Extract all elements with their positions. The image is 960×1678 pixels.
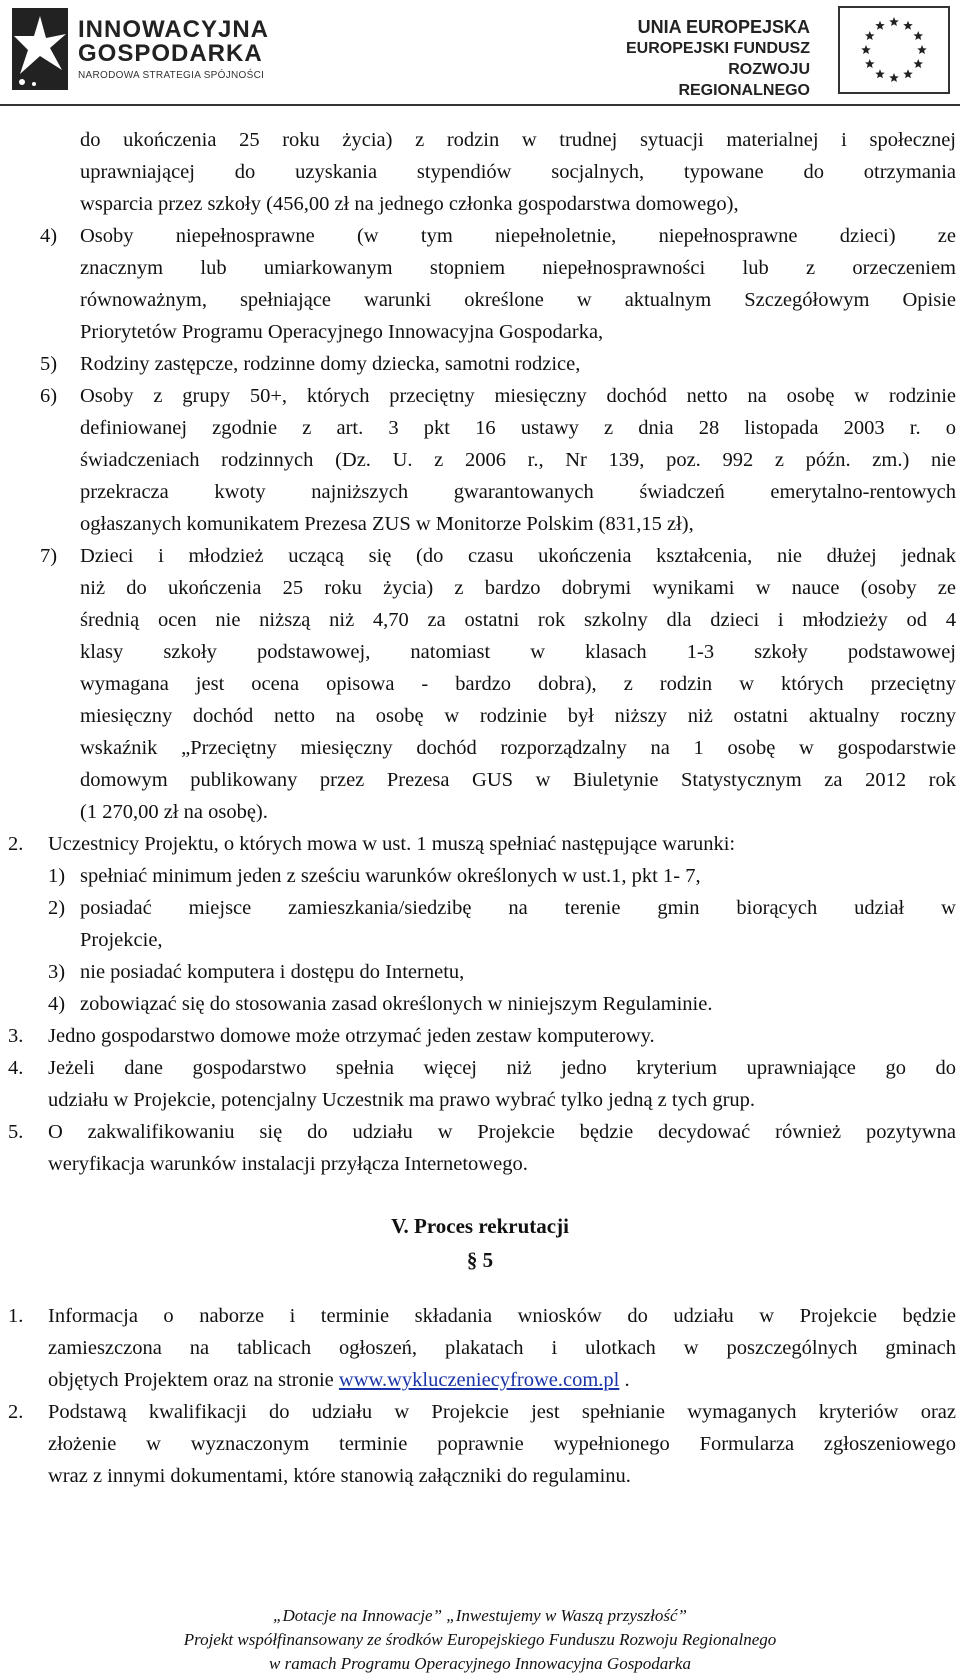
- text-line: O zakwalifikowaniu się do udziału w Projekcie będzie decydować również pozytywna: [48, 1121, 956, 1143]
- eu-star-icon: [865, 59, 875, 68]
- logo-title-line1: INNOWACYJNA: [78, 16, 270, 43]
- text-line: świadczeniach rodzinnych (Dz. U. z 2006 r., Nr 139, poz. 992 z późn. zm.) nie: [80, 449, 956, 471]
- text-line: Osoby niepełnosprawne (w tym niepełnoletnie, niepełnosprawne dzieci) ze: [80, 225, 956, 247]
- text-line: niż do ukończenia 25 roku życia) z bardzo dobrymi wynikami w nauce (osoby ze: [80, 577, 956, 599]
- eu-star-icon: [861, 45, 871, 54]
- section-title: V. Proces rekrutacji: [391, 1214, 569, 1238]
- text-line: klasy szkoły podstawowej, natomiast w klasach 1-3 szkoły podstawowej: [80, 641, 956, 663]
- text-line: wsparcia przez szkoły (456,00 zł na jednego członka gospodarstwa domowego),: [80, 193, 739, 215]
- list-number: 1.: [8, 1305, 24, 1327]
- list-number: 2.: [8, 1401, 24, 1423]
- text-line: Projekcie,: [80, 929, 163, 951]
- text-line: [48, 1364, 630, 1396]
- text-line: Priorytetów Programu Operacyjnego Innowacyjna Gospodarka,: [80, 321, 604, 343]
- text-line: złożenie w wyznaczonym terminie poprawnie wypełnionego Formularza zgłoszeniowego: [48, 1433, 956, 1455]
- text-line: Podstawą kwalifikacji do udziału w Projekcie jest spełnianie wymaganych kryteriów oraz: [48, 1401, 956, 1423]
- text-line: ogłaszanych komunikatem Prezesa ZUS w Monitorze Polskim (831,15 zł),: [80, 513, 694, 535]
- text-line: średnią ocen nie niższą niż 4,70 za ostatni rok szkolny dla dzieci i młodzieży od 4: [80, 609, 956, 631]
- text-line: Dzieci i młodzież uczącą się (do czasu ukończenia kształcenia, nie dłużej jednak: [80, 545, 956, 567]
- text-line: Jedno gospodarstwo domowe może otrzymać jeden zestaw komputerowy.: [48, 1025, 655, 1047]
- eu-star-icon: [875, 21, 885, 30]
- list-number: 1): [48, 865, 66, 887]
- text-line: Uczestnicy Projektu, o których mowa w ust. 1 muszą spełniać następujące warunki:: [48, 833, 736, 855]
- eu-star-icon: [913, 59, 923, 68]
- list-number: 4.: [8, 1057, 24, 1079]
- text-line: posiadać miejsce zamieszkania/siedzibę na terenie gmin biorących udział w: [80, 897, 956, 919]
- text-line: Jeżeli dane gospodarstwo spełnia więcej niż jedno kryterium uprawniające go do: [48, 1057, 956, 1079]
- eu-line2: EUROPEJSKI FUNDUSZ: [625, 40, 810, 57]
- list-number: 3.: [8, 1025, 24, 1047]
- text-line: weryfikacja warunków instalacji przyłącza Internetowego.: [48, 1153, 528, 1175]
- eu-star-icon: [903, 69, 913, 78]
- text-span: objętych Projektem oraz na stronie: [48, 1369, 339, 1391]
- text-line: wymagana jest ocena opisowa - bardzo dobra), z rodzin w których przeciętny: [80, 673, 956, 695]
- logo-subtitle: NARODOWA STRATEGIA SPÓJNOŚCI: [78, 70, 265, 81]
- innowacyjna-gospodarka-logo: [8, 4, 308, 96]
- list-number: 5): [40, 353, 58, 375]
- text-line: spełniać minimum jeden z sześciu warunków określonych w ust.1, pkt 1- 7,: [80, 865, 701, 887]
- text-line: nie posiadać komputera i dostępu do Internetu,: [80, 961, 465, 983]
- eu-star-icon: [917, 45, 927, 54]
- text-line: zobowiązać się do stosowania zasad określonych w niniejszym Regulaminie.: [80, 993, 713, 1015]
- list-number: 5.: [8, 1121, 24, 1143]
- footer-line1: „Dotacje na Innowacje” „Inwestujemy w Waszą przyszłość”: [273, 1606, 687, 1625]
- eu-star-icon: [903, 21, 913, 30]
- list-number: 4): [40, 225, 58, 247]
- list-number: 3): [48, 961, 66, 983]
- page-header: [0, 0, 960, 106]
- list-number: 7): [40, 545, 58, 567]
- text-line: Osoby z grupy 50+, których przeciętny miesięczny dochód netto na osobę w rodzinie: [80, 385, 956, 407]
- text-line: zamieszczona na tablicach ogłoszeń, plakatach i ulotkach w poszczególnych gminach: [48, 1337, 956, 1359]
- innovation-star-logo-icon: [8, 4, 72, 94]
- text-span: .: [619, 1369, 630, 1391]
- text-line: do ukończenia 25 roku życia) z rodzin w trudnej sytuacji materialnej i społecznej: [80, 129, 956, 151]
- text-line: Rodziny zastępcze, rodzinne domy dziecka, samotni rodzice,: [80, 353, 581, 375]
- eu-line3: ROZWOJU REGIONALNEGO: [678, 61, 810, 99]
- footer-line2: Projekt współfinansowany ze środków Europejskiego Funduszu Rozwoju Regionalnego: [183, 1630, 777, 1649]
- text-line: wskaźnik „Przeciętny miesięczny dochód rozporządzalny na 1 osobę w gospodarstwie: [80, 737, 956, 759]
- page-footer: [0, 1604, 960, 1676]
- list-number: 2): [48, 897, 66, 919]
- text-line: znacznym lub umiarkowanym stopniem niepełnosprawności lub z orzeczeniem: [80, 257, 956, 279]
- text-line: miesięczny dochód netto na osobę w rodzinie był niższy niż ostatni aktualny roczny: [80, 705, 956, 727]
- eu-star-icon: [913, 31, 923, 40]
- footer-line3: w ramach Programu Operacyjnego Innowacyjna Gospodarka: [269, 1654, 691, 1673]
- eu-star-icon: [889, 73, 899, 82]
- logo-title-line2: GOSPODARKA: [78, 40, 263, 67]
- eu-star-icon: [865, 31, 875, 40]
- project-website-link[interactable]: www.wykluczeniecyfrowe.com.pl: [338, 1369, 620, 1391]
- text-line: (1 270,00 zł na osobę).: [80, 801, 268, 823]
- text-line: równoważnym, spełniające warunki określone w aktualnym Szczegółowym Opisie: [80, 289, 956, 311]
- text-line: Informacja o naborze i terminie składania wniosków do udziału w Projekcie będzie: [48, 1305, 956, 1327]
- text-line: uprawniającej do uzyskania stypendiów socjalnych, typowane do otrzymania: [80, 161, 956, 183]
- text-line: przekracza kwoty najniższych gwarantowanych świadczeń emerytalno-rentowych: [80, 481, 956, 503]
- eu-star-icon: [875, 69, 885, 78]
- list-number: 6): [40, 385, 58, 407]
- list-number: 2.: [8, 833, 24, 855]
- eu-logo: [620, 6, 950, 98]
- list-number: 4): [48, 993, 66, 1015]
- eu-line1: UNIA EUROPEJSKA: [637, 17, 810, 37]
- header-divider: [0, 104, 960, 106]
- section-paragraph-number: § 5: [466, 1248, 494, 1272]
- text-line: definiowanej zgodnie z art. 3 pkt 16 ustawy z dnia 28 listopada 2003 r. o: [80, 417, 956, 439]
- text-line: domowym publikowany przez Prezesa GUS w Biuletynie Statystycznym za 2012 rok: [80, 769, 956, 791]
- text-line: udziału w Projekcie, potencjalny Uczestnik ma prawo wybrać tylko jedną z tych grup.: [48, 1089, 756, 1111]
- text-line: wraz z innymi dokumentami, które stanowią załączniki do regulaminu.: [48, 1465, 631, 1487]
- eu-star-icon: [889, 17, 899, 26]
- eu-stars-flag-icon: [838, 6, 950, 94]
